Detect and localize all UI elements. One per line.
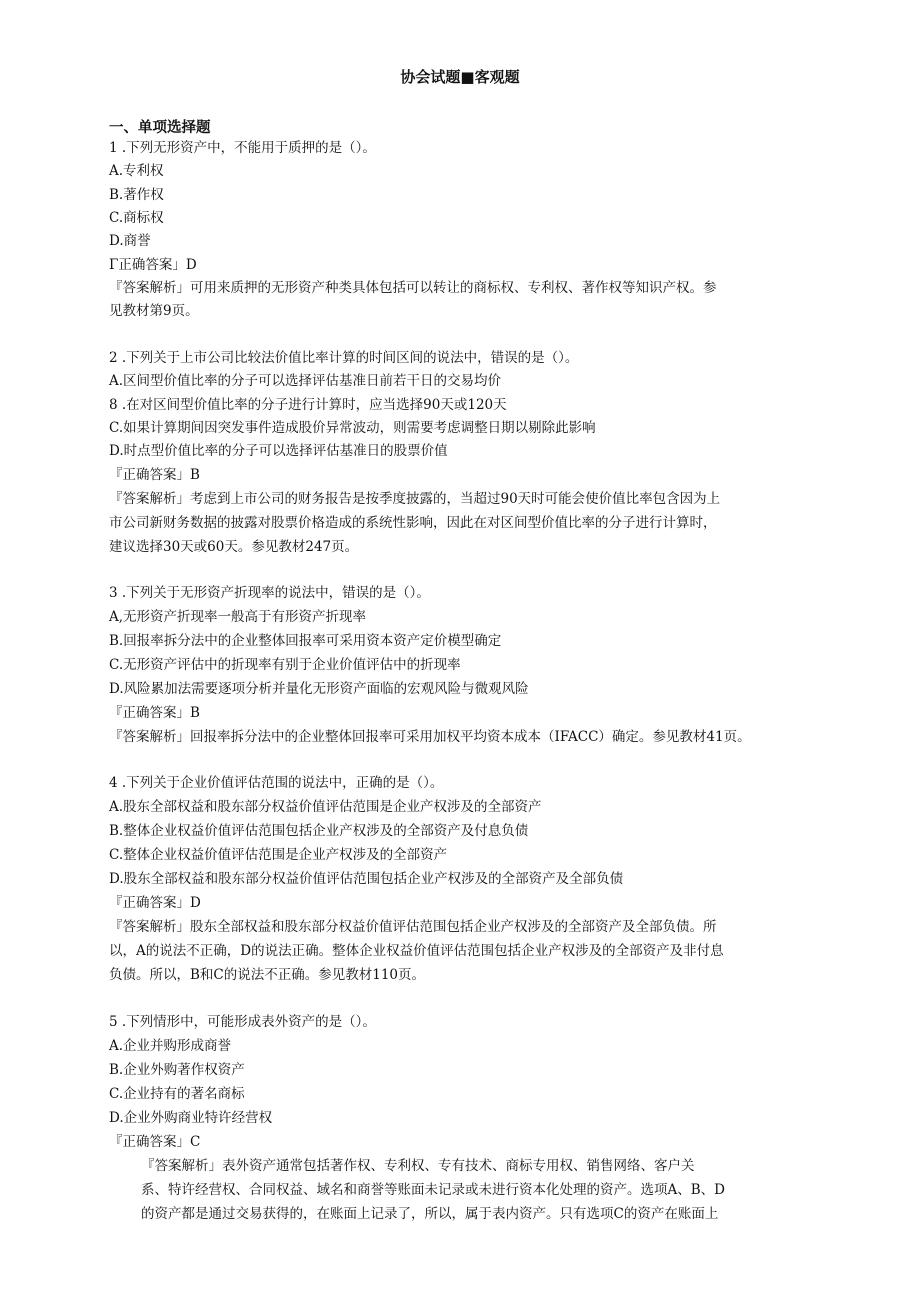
question-3-option-b: B.回报率拆分法中的企业整体回报率可采用资本资产定价模型确定	[109, 633, 502, 649]
question-3-stem: 3 .下列关于无形资产折现率的说法中，错误的是（）。	[109, 585, 430, 601]
question-2-explanation: 建议选择30天或60天。参见教材247页。	[109, 539, 359, 555]
question-5-option-a: A.企业并购形成商誉	[109, 1038, 232, 1054]
question-1-option-d: D.商誉	[109, 233, 151, 249]
question-3-option-d: D.风险累加法需要逐项分析并量化无形资产面临的宏观风险与微观风险	[109, 681, 529, 697]
question-1-answer: Γ正确答案」D	[109, 257, 197, 273]
question-2-option-a: A.区间型价值比率的分子可以选择评估基准日前若干日的交易均价	[109, 373, 502, 389]
question-3-option-c: C.无形资产评估中的折现率有别于企业价值评估中的折现率	[109, 657, 461, 673]
question-5-option-b: B.企业外购著作权资产	[109, 1062, 245, 1078]
question-2-answer: 『正确答案」B	[109, 467, 200, 483]
question-2-explanation: 『答案解析」考虑到上市公司的财务报告是按季度披露的，当超过90天时可能会使价值比率包含因为上	[109, 491, 721, 507]
question-3-option-a: A,无形资产折现率一般高于有形资产折现率	[109, 609, 367, 625]
question-5-explanation: 的资产都是通过交易获得的，在账面上记录了，所以，属于表内资产。只有选项C的资产在账面上	[141, 1206, 719, 1222]
question-5-explanation: 『答案解析」表外资产通常包括著作权、专利权、专有技术、商标专用权、销售网络、客户关	[141, 1158, 695, 1174]
question-3-explanation: 『答案解析」回报率拆分法中的企业整体回报率可采用加权平均资本成本（IFACC）确定。参见教材41页。	[109, 729, 751, 745]
question-5-answer: 『正确答案」C	[109, 1134, 201, 1150]
question-4-explanation: 负债。所以，B和C的说法不正确。参见教材110页。	[109, 967, 426, 983]
question-1-option-a: A.专利权	[109, 163, 164, 179]
question-4-explanation: 以，A的说法不正确，D的说法正确。整体企业权益价值评估范围包括企业产权涉及的全部资产及非付息	[109, 943, 724, 959]
question-4-option-b: B.整体企业权益价值评估范围包括企业产权涉及的全部资产及付息负债	[109, 823, 529, 839]
question-4-option-c: C.整体企业权益价值评估范围是企业产权涉及的全部资产	[109, 847, 448, 863]
question-1-option-c: C.商标权	[109, 210, 164, 226]
question-4-option-a: A.股东全部权益和股东部分权益价值评估范围是企业产权涉及的全部资产	[109, 799, 542, 815]
question-1-option-b: B.著作权	[109, 187, 164, 203]
question-5-option-d: D.企业外购商业特许经营权	[109, 1110, 273, 1126]
question-4-explanation: 『答案解析」股东全部权益和股东部分权益价值评估范围包括企业产权涉及的全部资产及全部负债。所	[109, 919, 717, 935]
section-heading: 一、单项选择题	[109, 120, 211, 136]
question-2-stem: 2 .下列关于上市公司比较法价值比率计算的时间区间的说法中，错误的是（）。	[109, 350, 579, 366]
question-1-explanation: 『答案解析」可用来质押的无形资产种类具体包括可以转让的商标权、专利权、著作权等知识产权。参	[109, 280, 717, 296]
question-4-stem: 4 .下列关于企业价值评估范围的说法中，正确的是（）。	[109, 775, 444, 791]
question-2-explanation: 市公司新财务数据的披露对股票价格造成的系统性影响，因此在对区间型价值比率的分子进行计算时，	[109, 515, 717, 531]
question-2-option-d: D.时点型价值比率的分子可以选择评估基准日的股票价值	[109, 443, 448, 459]
question-1-explanation: 见教材第9页。	[109, 303, 199, 319]
question-5-stem: 5 .下列情形中，可能形成表外资产的是（）。	[109, 1014, 376, 1030]
question-1-stem: 1 .下列无形资产中，不能用于质押的是（）。	[109, 140, 376, 156]
question-2-option-c: C.如果计算期间因突发事件造成股价异常波动，则需要考虑调整日期以剔除此影响	[109, 420, 596, 436]
document-title: 协会试题■客观题	[400, 68, 520, 86]
question-2-option-b: 8 .在对区间型价值比率的分子进行计算时，应当选择90天或120天	[109, 397, 507, 413]
question-5-explanation: 系、特许经营权、合同权益、域名和商誉等账面未记录或未进行资本化处理的资产。选项A、B、D	[141, 1182, 725, 1198]
question-3-answer: 『正确答案」B	[109, 705, 200, 721]
question-4-option-d: D.股东全部权益和股东部分权益价值评估范围包括企业产权涉及的全部资产及全部负债	[109, 871, 624, 887]
question-5-option-c: C.企业持有的著名商标	[109, 1086, 245, 1102]
question-4-answer: 『正确答案」D	[109, 895, 201, 911]
